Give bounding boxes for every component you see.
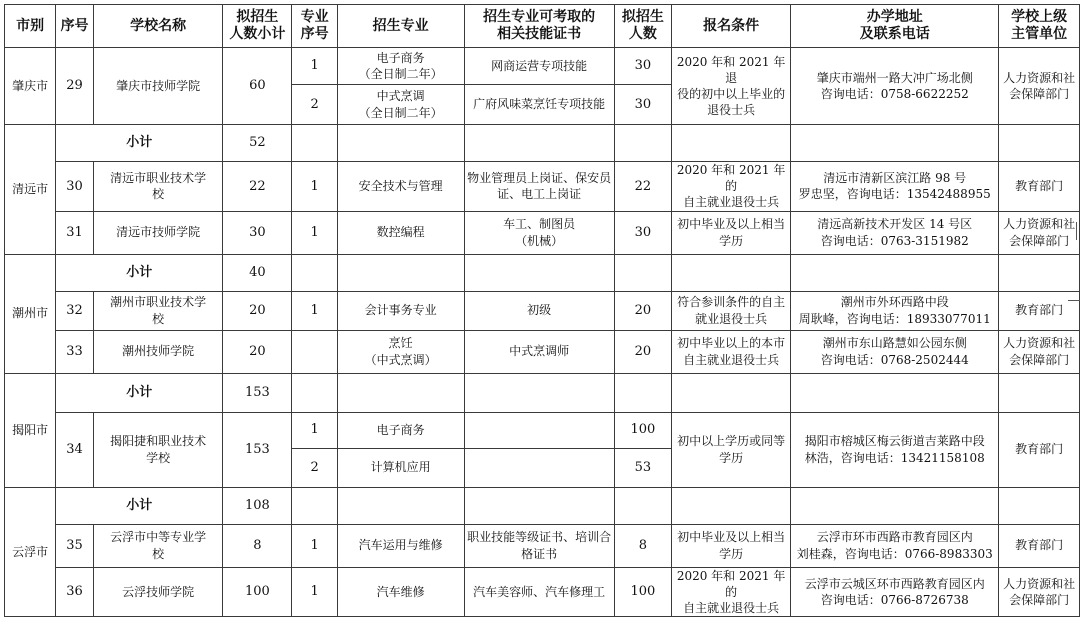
quota-cell: 20 bbox=[614, 291, 671, 330]
seq-cell: 30 bbox=[56, 162, 94, 212]
seq-cell: 33 bbox=[56, 330, 94, 373]
seq-cell: 35 bbox=[56, 524, 94, 567]
table-row bbox=[5, 567, 1080, 617]
enrollment-table bbox=[4, 4, 1080, 617]
header-address: 办学地址 及联系电话 bbox=[791, 5, 999, 48]
subtotal-row bbox=[5, 125, 1080, 162]
school-cell: 潮州市职业技术学 校 bbox=[93, 291, 222, 330]
header-cert: 招生专业可考取的 相关技能证书 bbox=[464, 5, 614, 48]
subtotal-cell: 20 bbox=[223, 330, 292, 373]
city-cell: 云浮市 bbox=[5, 487, 56, 617]
text-cursor-mark bbox=[1076, 222, 1077, 240]
quota-cell: 30 bbox=[614, 211, 671, 254]
seq-cell: 32 bbox=[56, 291, 94, 330]
major-cell: 会计事务专业 bbox=[337, 291, 464, 330]
conditions-cell: 初中毕业及以上相当 学历 bbox=[672, 211, 791, 254]
quota-cell: 22 bbox=[614, 162, 671, 212]
header-authority: 学校上级 主管单位 bbox=[999, 5, 1080, 48]
school-cell: 云浮市中等专业学 校 bbox=[93, 524, 222, 567]
cert-cell: 网商运营专项技能 bbox=[464, 48, 614, 85]
major-cell: 电子商务 bbox=[337, 412, 464, 448]
major-seq-cell bbox=[292, 330, 337, 373]
subtotal-value: 52 bbox=[223, 125, 292, 162]
major-seq-cell: 1 bbox=[292, 412, 337, 448]
major-seq-cell: 1 bbox=[292, 211, 337, 254]
major-seq-cell: 1 bbox=[292, 162, 337, 212]
enrollment-sheet bbox=[4, 4, 1080, 617]
major-cell: 中式烹调 （全日制二年） bbox=[337, 85, 464, 125]
address-cell: 肇庆市端州一路大冲广场北侧 咨询电话：0758-6622252 bbox=[791, 48, 999, 125]
header-row bbox=[5, 5, 1080, 48]
major-seq-cell: 2 bbox=[292, 448, 337, 487]
school-cell: 清远市技师学院 bbox=[93, 211, 222, 254]
major-seq-cell: 1 bbox=[292, 48, 337, 85]
major-cell: 汽车维修 bbox=[337, 567, 464, 617]
subtotal-value: 40 bbox=[223, 254, 292, 291]
city-cell: 揭阳市 bbox=[5, 373, 56, 487]
conditions-cell: 2020 年和 2021 年退 役的初中以上毕业的 退役士兵 bbox=[672, 48, 791, 125]
quota-cell: 100 bbox=[614, 567, 671, 617]
page-edge-mark bbox=[1068, 300, 1080, 301]
authority-cell: 人力资源和社 会保障部门 bbox=[999, 48, 1080, 125]
table-row bbox=[5, 524, 1080, 567]
subtotal-label: 小计 bbox=[56, 373, 223, 412]
major-cell: 计算机应用 bbox=[337, 448, 464, 487]
header-major-seq: 专业 序号 bbox=[292, 5, 337, 48]
table-row bbox=[5, 48, 1080, 85]
seq-cell: 31 bbox=[56, 211, 94, 254]
subtotal-label: 小计 bbox=[56, 125, 223, 162]
subtotal-cell: 100 bbox=[223, 567, 292, 617]
cert-cell: 物业管理员上岗证、保安员 证、电工上岗证 bbox=[464, 162, 614, 212]
address-cell: 潮州市外环西路中段 周耿峰，咨询电话：18933077011 bbox=[791, 291, 999, 330]
subtotal-row bbox=[5, 487, 1080, 524]
cert-cell: 中式烹调师 bbox=[464, 330, 614, 373]
subtotal-value: 108 bbox=[223, 487, 292, 524]
subtotal-cell: 22 bbox=[223, 162, 292, 212]
city-cell: 潮州市 bbox=[5, 254, 56, 373]
cert-cell: 职业技能等级证书、培训合 格证书 bbox=[464, 524, 614, 567]
header-major: 招生专业 bbox=[337, 5, 464, 48]
subtotal-label: 小计 bbox=[56, 487, 223, 524]
authority-cell: 人力资源和社 会保障部门 bbox=[999, 567, 1080, 617]
major-cell: 数控编程 bbox=[337, 211, 464, 254]
school-cell: 清远市职业技术学 校 bbox=[93, 162, 222, 212]
address-cell: 清远市清新区滨江路 98 号 罗忠坚，咨询电话：13542488955 bbox=[791, 162, 999, 212]
conditions-cell: 初中以上学历或同等 学历 bbox=[672, 412, 791, 487]
major-cell: 电子商务 （全日制二年） bbox=[337, 48, 464, 85]
authority-cell: 人力资源和社 会保障部门 bbox=[999, 211, 1080, 254]
table-row bbox=[5, 211, 1080, 254]
cert-cell bbox=[464, 448, 614, 487]
subtotal-row bbox=[5, 373, 1080, 412]
cert-cell: 广府风味菜烹饪专项技能 bbox=[464, 85, 614, 125]
cert-cell: 初级 bbox=[464, 291, 614, 330]
school-cell: 肇庆市技师学院 bbox=[93, 48, 222, 125]
seq-cell: 36 bbox=[56, 567, 94, 617]
major-seq-cell: 2 bbox=[292, 85, 337, 125]
header-conditions: 报名条件 bbox=[672, 5, 791, 48]
conditions-cell: 2020 年和 2021 年的 自主就业退役士兵 bbox=[672, 567, 791, 617]
seq-cell: 34 bbox=[56, 412, 94, 487]
city-cell: 清远市 bbox=[5, 125, 56, 255]
quota-cell: 30 bbox=[614, 48, 671, 85]
header-city: 市别 bbox=[5, 5, 56, 48]
quota-cell: 53 bbox=[614, 448, 671, 487]
subtotal-cell: 153 bbox=[223, 412, 292, 487]
major-cell: 汽车运用与维修 bbox=[337, 524, 464, 567]
table-row bbox=[5, 412, 1080, 448]
authority-cell: 教育部门 bbox=[999, 291, 1080, 330]
major-cell: 安全技术与管理 bbox=[337, 162, 464, 212]
header-seq: 序号 bbox=[56, 5, 94, 48]
subtotal-label: 小计 bbox=[56, 254, 223, 291]
conditions-cell: 符合参训条件的自主 就业退役士兵 bbox=[672, 291, 791, 330]
table-row bbox=[5, 330, 1080, 373]
subtotal-cell: 8 bbox=[223, 524, 292, 567]
city-cell: 肇庆市 bbox=[5, 48, 56, 125]
major-seq-cell: 1 bbox=[292, 567, 337, 617]
quota-cell: 20 bbox=[614, 330, 671, 373]
subtotal-cell: 60 bbox=[223, 48, 292, 125]
cert-cell: 车工、制图员 （机械） bbox=[464, 211, 614, 254]
school-cell: 云浮技师学院 bbox=[93, 567, 222, 617]
authority-cell: 人力资源和社 会保障部门 bbox=[999, 330, 1080, 373]
conditions-cell: 2020 年和 2021 年的 自主就业退役士兵 bbox=[672, 162, 791, 212]
major-seq-cell: 1 bbox=[292, 291, 337, 330]
authority-cell: 教育部门 bbox=[999, 412, 1080, 487]
cert-cell bbox=[464, 412, 614, 448]
school-cell: 潮州技师学院 bbox=[93, 330, 222, 373]
address-cell: 揭阳市榕城区梅云街道吉莱路中段 林浩，咨询电话：13421158108 bbox=[791, 412, 999, 487]
conditions-cell: 初中毕业以上的本市 自主就业退役士兵 bbox=[672, 330, 791, 373]
subtotal-row bbox=[5, 254, 1080, 291]
table-row bbox=[5, 162, 1080, 212]
subtotal-cell: 30 bbox=[223, 211, 292, 254]
subtotal-value: 153 bbox=[223, 373, 292, 412]
header-quota: 拟招生 人数 bbox=[614, 5, 671, 48]
subtotal-cell: 20 bbox=[223, 291, 292, 330]
address-cell: 云浮市环市西路市教育园区内 刘桂森，咨询电话：0766-8983303 bbox=[791, 524, 999, 567]
header-school: 学校名称 bbox=[93, 5, 222, 48]
authority-cell: 教育部门 bbox=[999, 162, 1080, 212]
conditions-cell: 初中毕业及以上相当 学历 bbox=[672, 524, 791, 567]
school-cell: 揭阳捷和职业技术 学校 bbox=[93, 412, 222, 487]
quota-cell: 8 bbox=[614, 524, 671, 567]
quota-cell: 100 bbox=[614, 412, 671, 448]
address-cell: 云浮市云城区环市西路教育园区内 咨询电话：0766-8726738 bbox=[791, 567, 999, 617]
address-cell: 潮州市东山路慧如公园东侧 咨询电话：0768-2502444 bbox=[791, 330, 999, 373]
header-quota-subtotal: 拟招生 人数小计 bbox=[223, 5, 292, 48]
table-row bbox=[5, 291, 1080, 330]
address-cell: 清远高新技术开发区 14 号区 咨询电话：0763-3151982 bbox=[791, 211, 999, 254]
major-seq-cell: 1 bbox=[292, 524, 337, 567]
seq-cell: 29 bbox=[56, 48, 94, 125]
cert-cell: 汽车美容师、汽车修理工 bbox=[464, 567, 614, 617]
authority-cell: 教育部门 bbox=[999, 524, 1080, 567]
quota-cell: 30 bbox=[614, 85, 671, 125]
major-cell: 烹饪 （中式烹调） bbox=[337, 330, 464, 373]
